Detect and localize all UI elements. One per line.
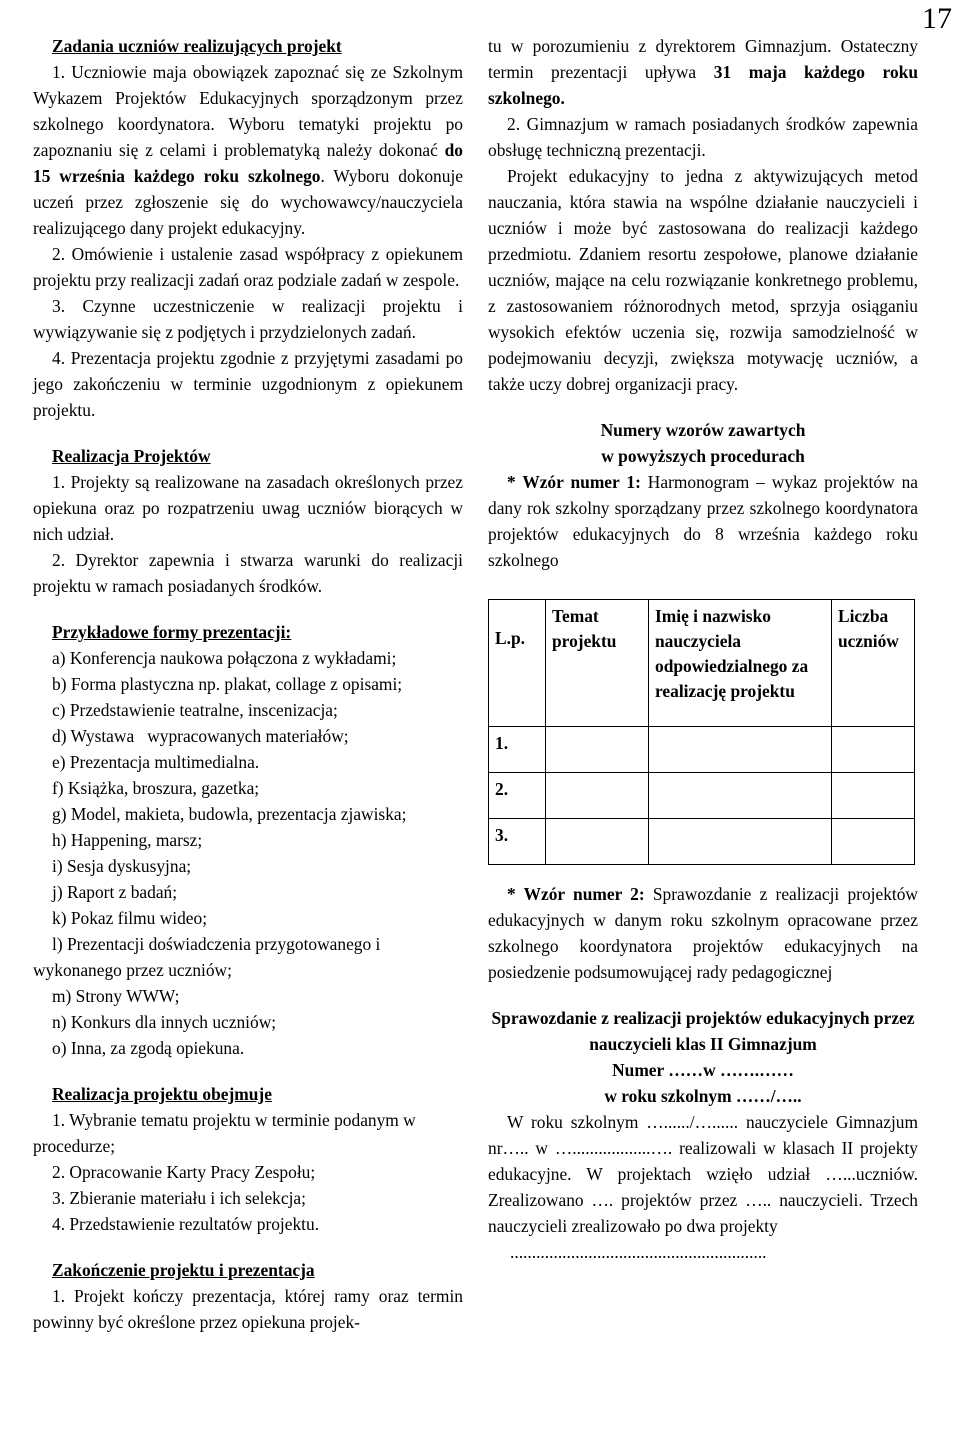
header-nauczyciel: Imię i nazwisko nauczyciela odpowiedzialnego za realizację projektu <box>649 600 832 727</box>
table-row <box>489 819 915 865</box>
list-item: l) Prezentacji doświadczenia przygotowanego i wykonanego przez uczniów; <box>33 934 381 980</box>
list-item: o) Inna, za zgodą opiekuna. <box>52 1038 245 1058</box>
paragraph-1-text: 1. Uczniowie maja obowiązek zapoznać się ze Szkolnym Wykazem Projektów Edukacyjnych sporządzonym przez szkolnego koordynatora. Wyboru tematyki projektu po zapoznaniu się z celami i problematyką należy dokonać <box>33 62 463 160</box>
sprawozdanie-title: Sprawozdanie z realizacji projektów edukacyjnych przez nauczycieli klas II Gimnazjum <box>491 1008 915 1054</box>
table-row <box>489 727 915 773</box>
list-item: f) Książka, broszura, gazetka; <box>52 778 260 798</box>
heading-realizacja: Realizacja Projektów <box>52 446 211 466</box>
header-temat: Temat projektu <box>546 600 649 727</box>
list-item: g) Model, makieta, budowla, prezentacja zjawiska; <box>52 804 407 824</box>
continued-paragraph <box>488 33 918 111</box>
heading-formy: Przykładowe formy prezentacji: <box>52 622 292 642</box>
list-item: d) Wystawa wypracowanych materiałów; <box>52 726 349 746</box>
list-item: e) Prezentacja multimedialna. <box>52 752 260 772</box>
zakonczenie-1: 1. Projekt kończy prezentacja, której ramy oraz termin powinny być określone przez opiekuna projek- <box>33 1286 463 1332</box>
list-item: b) Forma plastyczna np. plakat, collage z opisami; <box>52 674 403 694</box>
header-liczba: Liczba uczniów <box>832 600 915 727</box>
obejmuje-list <box>33 1107 463 1237</box>
heading-zadania: Zadania uczniów realizujących projekt <box>52 36 342 56</box>
wzor-1 <box>488 469 918 573</box>
final-deadline-emphasis: 31 maja każdego roku szkolnego. <box>488 62 918 108</box>
list-item: k) Pokaz filmu wideo; <box>52 908 208 928</box>
row-number: 1. <box>489 727 546 773</box>
row-number: 3. <box>489 819 546 865</box>
realizacja-1: 1. Projekty są realizowane na zasadach określonych przez opiekuna oraz po rozpatrzeniu uwag uczniów biorących w nich udział. <box>33 472 463 544</box>
list-item: j) Raport z badań; <box>52 882 178 902</box>
table-header-row <box>489 600 915 727</box>
heading-numery-1: Numery wzorów zawartych <box>600 420 806 440</box>
wzor-1-text: Harmonogram – wykaz projektów na dany rok szkolny sporządzany przez szkolnego koordynatora projektów edukacyjnych do 8 września każdego roku szkolnego <box>488 472 918 570</box>
list-item: 4. Przedstawienie rezultatów projektu. <box>52 1214 320 1234</box>
list-item: m) Strony WWW; <box>52 986 180 1006</box>
list-item: 3. Zbieranie materiału i ich selekcja; <box>52 1188 306 1208</box>
paragraph-4: 4. Prezentacja projektu zgodnie z przyjętymi zasadami po jego zakończeniu w terminie uzgodnionym z opiekunem projektu. <box>33 348 463 420</box>
paragraph-definition: Projekt edukacyjny to jedna z aktywizujących metod nauczania, która stawia na wspólne działanie nauczycieli i uczniów i może być zastosowana do realizacji każdego przedmiotu. Zdaniem resortu zespołowe, planowe działanie uczniów, mające na celu rozwiązanie konkretnego problemu, z zastosowaniem różnorodnych metod, sprzyja osiąganiu wysokich efektów uczenia się, rozwija samodzielność w podejmowaniu decyzji, zwiększa motywację uczniów, a także uczy dobrej organizacji pracy. <box>488 166 918 394</box>
sprawozdanie-body: W roku szkolnym …....../…...... nauczyciele Gimnazjum nr….. w …..................…. realizowali w klasach II projekty edukacyjne. W projektach wzięło udział …...uczniów. Zrealizowano …. projektów przez ….. nauczycieli. Trzech nauczycieli zrealizowało po dwa projekty <box>488 1112 918 1236</box>
paragraph-3: 3. Czynne uczestniczenie w realizacji projektu i wywiązywanie się z podjętych i przydzielonych zadań. <box>33 296 463 342</box>
harmonogram-table <box>488 599 915 865</box>
list-item: h) Happening, marsz; <box>52 830 203 850</box>
heading-numery-2: w powyższych procedurach <box>601 446 805 466</box>
list-item: a) Konferencja naukowa połączona z wykładami; <box>52 648 397 668</box>
list-item: c) Przedstawienie teatralne, inscenizacja; <box>52 700 338 720</box>
left-column <box>33 33 463 1335</box>
wzor-2-text: Sprawozdanie z realizacji projektów edukacyjnych w danym roku szkolnym opracowane przez szkolnego koordynatora projektów edukacyjnych na posiedzenie podsumowującej rady pedagogicznej <box>488 884 918 982</box>
heading-zakonczenie: Zakończenie projektu i prezentacja <box>52 1260 315 1280</box>
sprawozdanie-dots: ........................................................... <box>510 1242 767 1262</box>
row-number: 2. <box>489 773 546 819</box>
list-item: i) Sesja dyskusyjna; <box>52 856 192 876</box>
page-number: 17 <box>922 2 952 35</box>
list-item: 2. Opracowanie Karty Pracy Zespołu; <box>52 1162 316 1182</box>
wzor-2 <box>488 881 918 985</box>
deadline-emphasis: do 15 września każdego roku szkolnego <box>33 140 463 186</box>
paragraph-1-text-end: . Wyboru dokonuje uczeń przez zgłoszenie się do wychowawcy/nauczyciela realizującego dany projekt edukacyjny. <box>33 166 463 238</box>
forms-list <box>33 645 463 1061</box>
realizacja-2: 2. Dyrektor zapewnia i stwarza warunki do realizacji projektu w ramach posiadanych środków. <box>33 550 463 596</box>
wzor-2-label: * Wzór numer 2: <box>507 884 645 904</box>
list-item: 1. Wybranie tematu projektu w terminie podanym w procedurze; <box>33 1110 416 1156</box>
header-lp: L.p. <box>489 600 546 727</box>
table-row <box>489 773 915 819</box>
paragraph-2: 2. Omówienie i ustalenie zasad współpracy z opiekunem projektu przy realizacji zadań oraz podziale zadań w zespole. <box>33 244 463 290</box>
list-item: n) Konkurs dla innych uczniów; <box>52 1012 277 1032</box>
sprawozdanie-numer: Numer ……w …….…… <box>612 1060 794 1080</box>
paragraph-1 <box>33 59 463 241</box>
heading-obejmuje: Realizacja projektu obejmuje <box>52 1084 272 1104</box>
sprawozdanie-rok: w roku szkolnym ……/….. <box>604 1086 802 1106</box>
continued-text: tu w porozumieniu z dyrektorem Gimnazjum. Ostateczny termin prezentacji upływa <box>488 36 918 82</box>
paragraph-technical: 2. Gimnazjum w ramach posiadanych środków zapewnia obsługę techniczną prezentacji. <box>488 114 918 160</box>
right-column <box>488 33 918 1265</box>
wzor-1-label: * Wzór numer 1: <box>507 472 641 492</box>
